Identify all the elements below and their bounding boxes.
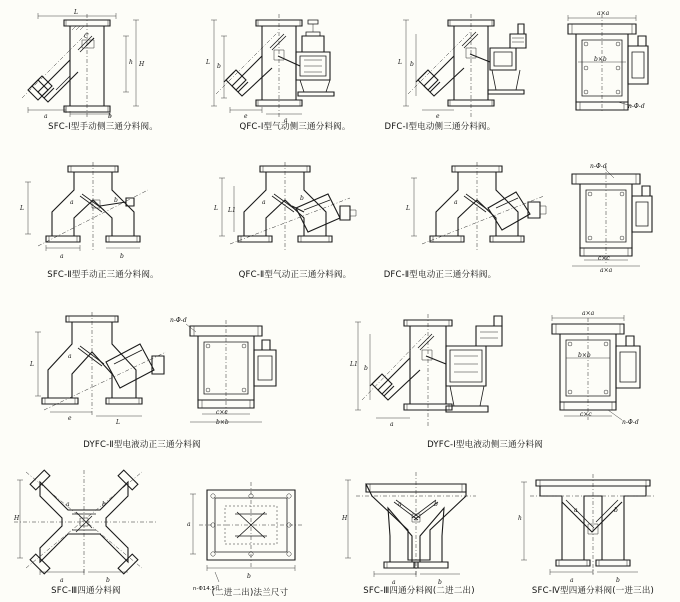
svg-text:a: a [398, 501, 402, 508]
figure-dfc-1 [384, 6, 672, 132]
svg-text:b: b [108, 113, 112, 120]
svg-text:a: a [390, 421, 394, 428]
figure-caption: (二进二出)法兰尺寸 [211, 588, 289, 598]
svg-text:a: a [570, 577, 574, 584]
svg-text:b×b: b×b [578, 352, 591, 359]
figure-caption: SFC-Ⅳ型四通分料阀(一进三出) [531, 586, 655, 596]
figure-dyfc-2 [10, 300, 310, 450]
figure-qfc-2-drawing [200, 156, 390, 274]
svg-text:b: b [364, 365, 368, 372]
svg-text:L: L [406, 205, 410, 212]
svg-text:a×a: a×a [600, 267, 613, 274]
figure-sfc-2 [8, 156, 198, 280]
svg-text:a: a [70, 199, 74, 206]
svg-text:a×a: a×a [597, 10, 610, 17]
figure-sfc-4 [510, 462, 676, 596]
svg-text:L: L [214, 205, 218, 212]
svg-text:a: a [284, 117, 288, 124]
svg-text:b: b [616, 577, 620, 584]
svg-text:b: b [614, 507, 618, 514]
svg-text:h: h [129, 59, 133, 66]
svg-text:b×b: b×b [216, 419, 229, 426]
figure-dyfc-2-drawing [10, 300, 310, 450]
svg-text:a: a [454, 199, 458, 206]
figure-sfc-1-drawing [8, 6, 198, 124]
figure-flange [175, 468, 325, 598]
figure-sfc-3 [6, 462, 166, 596]
figure-caption: SFC-Ⅰ型手动侧三通分料阀。 [48, 122, 158, 132]
svg-text:L: L [30, 361, 34, 368]
svg-text:b: b [434, 501, 438, 508]
figure-qfc-1 [200, 6, 390, 132]
figure-sfc-4-drawing [510, 462, 676, 592]
svg-text:n-Φ14.5孔: n-Φ14.5孔 [193, 586, 221, 592]
svg-text:L: L [20, 205, 24, 212]
svg-text:H: H [14, 515, 20, 522]
svg-text:L: L [206, 59, 210, 66]
figure-sfc-3b-drawing [334, 462, 504, 592]
svg-text:L: L [116, 419, 120, 426]
svg-text:b: b [247, 573, 251, 580]
figure-caption: SFC-Ⅱ型手动正三通分料阀。 [47, 270, 159, 280]
figure-sfc-3-drawing [6, 462, 166, 592]
svg-text:a: a [60, 253, 64, 260]
svg-text:h: h [518, 515, 522, 522]
figure-caption: SFC-Ⅲ四通分料阀(二进二出) [363, 586, 475, 596]
figure-caption: SFC-Ⅲ四通分料阀 [51, 586, 121, 596]
svg-text:a: a [44, 113, 48, 120]
figure-qfc-2 [200, 156, 390, 280]
svg-text:c×c: c×c [216, 409, 228, 416]
figure-sfc-2-drawing [8, 156, 198, 274]
figure-flange-drawing [175, 468, 325, 592]
figure-dfc-2-drawing [392, 156, 672, 274]
svg-text:b: b [106, 577, 110, 584]
figure-caption: QFC-Ⅰ型气动侧三通分料阀。 [239, 122, 351, 132]
figure-dyfc-1 [340, 300, 670, 450]
svg-text:e: e [68, 415, 72, 422]
svg-text:b: b [410, 61, 414, 68]
figure-caption: DYFC-Ⅱ型电液动正三通分料阀 [83, 440, 201, 450]
figure-sfc-1 [8, 6, 198, 132]
figure-caption: QFC-Ⅱ型气动正三通分料阀。 [238, 270, 352, 280]
figure-dfc-1-drawing [392, 6, 672, 124]
figure-caption: DYFC-Ⅰ型电液动侧三通分料阀 [427, 440, 543, 450]
svg-text:b: b [120, 253, 124, 260]
svg-text:b: b [114, 197, 118, 204]
svg-text:c×c: c×c [598, 255, 610, 262]
svg-text:b: b [217, 63, 221, 70]
figure-dyfc-1-drawing [340, 300, 670, 450]
svg-text:a×a: a×a [582, 310, 595, 317]
svg-text:b×b: b×b [594, 56, 607, 63]
svg-text:e: e [436, 113, 440, 120]
svg-text:c×c: c×c [580, 411, 592, 418]
svg-text:L: L [398, 59, 402, 66]
svg-text:H: H [342, 515, 348, 522]
figure-dfc-2 [383, 156, 672, 280]
svg-text:H: H [139, 61, 145, 68]
svg-text:b: b [102, 501, 106, 508]
svg-text:n-Φ-d: n-Φ-d [622, 419, 639, 426]
svg-text:a: a [68, 353, 72, 360]
svg-text:a: a [574, 507, 578, 514]
figure-sfc-3b [334, 462, 504, 596]
svg-text:e: e [244, 113, 248, 120]
svg-text:a: a [60, 577, 64, 584]
svg-text:a: a [187, 521, 191, 528]
svg-text:b: b [438, 579, 442, 586]
svg-text:L1: L1 [228, 207, 236, 214]
svg-text:n-Φ-d: n-Φ-d [628, 103, 645, 110]
svg-text:n-Φ-d: n-Φ-d [590, 163, 607, 170]
figure-qfc-1-drawing [200, 6, 390, 124]
svg-text:n-Φ-d: n-Φ-d [170, 317, 187, 324]
figure-caption: DFC-Ⅰ型电动侧三通分料阀。 [384, 122, 496, 132]
svg-text:L1: L1 [350, 361, 358, 368]
svg-text:L: L [74, 9, 78, 16]
svg-text:a: a [262, 199, 266, 206]
figure-caption: DFC-Ⅱ型电动正三通分料阀。 [383, 270, 497, 280]
svg-text:a: a [66, 501, 70, 508]
svg-text:a: a [392, 579, 396, 586]
svg-text:b: b [300, 195, 304, 202]
svg-text:C: C [84, 33, 89, 40]
